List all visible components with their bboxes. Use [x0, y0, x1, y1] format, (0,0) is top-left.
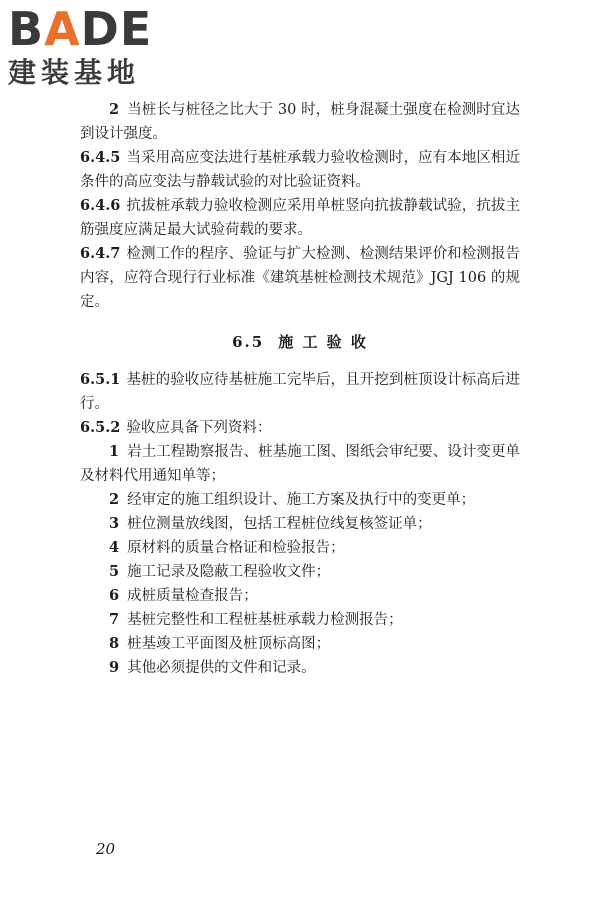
clause-6-5-2: 6.5.2 验收应具备下列资料：: [80, 419, 272, 436]
publisher-logo: [8, 4, 178, 94]
list-item: 8 桩基竣工平面图及桩顶标高图；: [109, 635, 331, 652]
list-item: 2 经审定的施工组织设计、施工方案及执行中的变更单；: [109, 491, 476, 508]
clause-6-4-5: 6.4.5 当采用高应变法进行基桩承载力验收检测时，应有本地区相近条件的高应变法与静载试验的对比验证资料。: [80, 149, 520, 190]
clause-6-4-7: 6.4.7 检测工作的程序、验证与扩大检测、检测结果评价和检测报告内容，应符合现行行业标准《建筑基桩检测技术规范》JGJ 106 的规定。: [80, 245, 520, 310]
list-item: 9 其他必须提供的文件和记录。: [109, 659, 316, 676]
list-item: 6 成桩质量检查报告；: [109, 587, 258, 604]
list-item: 2 当桩长与桩径之比大于 30 时，桩身混凝土强度在检测时宜达到设计强度。: [80, 101, 520, 142]
document-body: [80, 98, 520, 680]
clause-6-5-1: 6.5.1 基桩的验收应待基桩施工完毕后，且开挖到桩顶设计标高后进行。: [80, 371, 520, 412]
list-item: 1 岩土工程勘察报告、桩基施工图、图纸会审纪要、设计变更单及材料代用通知单等；: [80, 443, 520, 484]
list-item: 7 基桩完整性和工程桩基桩承载力检测报告；: [109, 611, 403, 628]
logo-subtitle: 建装基地: [8, 56, 141, 89]
logo-letter-a: A: [44, 2, 81, 56]
section-heading: 6.5 施 工 验 收: [232, 333, 368, 351]
list-item: 4 原材料的质量合格证和检验报告；: [109, 539, 345, 556]
logo-wordmark: [8, 4, 178, 54]
list-item: 5 施工记录及隐蔽工程验收文件；: [109, 563, 331, 580]
page-number: 20: [96, 840, 116, 858]
logo-letters-de: DE: [80, 2, 153, 56]
clause-6-4-6: 6.4.6 抗拔桩承载力验收检测应采用单桩竖向抗拔静载试验，抗拔主筋强度应满足最大试验荷载的要求。: [80, 197, 520, 238]
logo-letter-b: B: [8, 2, 45, 56]
list-item: 3 桩位测量放线图，包括工程桩位线复核签证单；: [109, 515, 432, 532]
